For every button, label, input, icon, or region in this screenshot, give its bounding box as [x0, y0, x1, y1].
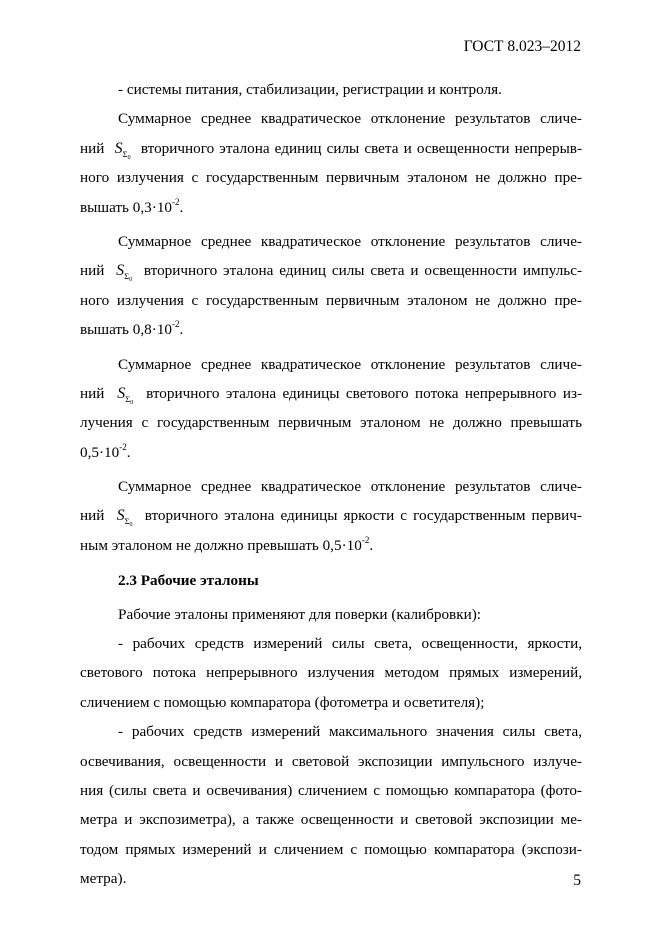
paragraph-line: $0,5\cdot 10^{-2}$.: [80, 441, 131, 461]
paragraph-line: ного излучения с государственным первичным эталоном не должно пре-: [80, 291, 582, 309]
paragraph-line: ного излучения с государственным первичным эталоном не должно пре-: [80, 169, 582, 187]
paragraph-line: тодом прямых измерений и сличением с помощью компаратора (экспози-: [80, 840, 582, 858]
paragraph-line: ным эталоном не должно превышать $0,5\cdot 10^{-2}$.: [80, 534, 374, 554]
paragraph-line: Суммарное среднее квадратическое отклонение результатов сличе-: [118, 478, 582, 496]
paragraph-line: вышать $0,8\cdot 10^{-2}$.: [80, 319, 184, 339]
list-item-continuous-radiation: [80, 629, 582, 717]
section-intro: Рабочие эталоны применяют для поверки (калибровки):: [118, 605, 482, 623]
document-code-header: ГОСТ 8.023–2012: [463, 38, 581, 55]
paragraph-secondary-standard-continuous: [80, 104, 582, 222]
paragraph-line: ний $S_{\Sigma_0}$ вторичного эталона единицы яркости с государственным первич-: [80, 507, 582, 529]
deviation-symbol: $S_{\Sigma_0}$: [114, 139, 131, 161]
deviation-symbol: $S_{\Sigma_0}$: [117, 384, 134, 406]
paragraph-line: Суммарное среднее квадратическое отклонение результатов сличе-: [118, 110, 582, 128]
paragraph-line: ния (силы света и освечивания) сличением с помощью компаратора (фото-: [80, 781, 582, 799]
exponent: -2: [172, 196, 180, 207]
paragraph-secondary-standard-pulsed: [80, 227, 582, 345]
deviation-symbol: $S_{\Sigma_0}$: [116, 507, 133, 529]
paragraph-secondary-standard-luminous-flux: [80, 350, 582, 468]
paragraph-line: светового потока непрерывного излучения методом прямых измерений,: [80, 664, 582, 682]
paragraph-line: метра и экспозиметра), а также освещенности и световой экспозиции ме-: [80, 811, 582, 829]
paragraph-line: вышать $0,3\cdot 10^{-2}$.: [80, 196, 184, 216]
paragraph-line: Суммарное среднее квадратическое отклонение результатов сличе-: [118, 355, 582, 373]
paragraph-line: освечивания, освещенности и световой экспозиции импульсного излуче-: [80, 752, 582, 770]
list-item-pulsed-radiation: [80, 717, 582, 893]
paragraph-line: сличением с помощью компаратора (фотометра и осветителя);: [80, 693, 485, 711]
paragraph-line: - рабочих средств измерений силы света, освещенности, яркости,: [118, 635, 582, 653]
paragraph-line: ний $S_{\Sigma_0}$ вторичного эталона единиц силы света и освещенности импульс-: [80, 262, 583, 284]
exponent: -2: [119, 441, 127, 452]
paragraph-line: лучения с государственным первичным эталоном не должно превышать: [80, 414, 582, 432]
exponent: -2: [172, 319, 180, 330]
paragraph-line: ний $S_{\Sigma_0}$ вторичного эталона единицы светового потока непрерывного из-: [80, 384, 583, 406]
paragraph-line: ний $S_{\Sigma_0}$ вторичного эталона единиц силы света и освещенности непрерыв-: [80, 139, 583, 161]
paragraph-line: Суммарное среднее квадратическое отклонение результатов сличе-: [118, 232, 582, 250]
paragraph-secondary-standard-luminance: [80, 472, 582, 560]
page-number: 5: [573, 872, 581, 889]
deviation-symbol: $S_{\Sigma_0}$: [116, 262, 133, 284]
list-item-power-systems: - системы питания, стабилизации, регистрации и контроля.: [118, 81, 502, 98]
section-heading: 2.3 Рабочие эталоны: [118, 572, 259, 590]
exponent: -2: [361, 534, 370, 545]
document-body: [80, 75, 582, 894]
paragraph-line: метра).: [80, 870, 127, 888]
paragraph-line: - рабочих средств измерений максимального значения силы света,: [118, 723, 582, 741]
